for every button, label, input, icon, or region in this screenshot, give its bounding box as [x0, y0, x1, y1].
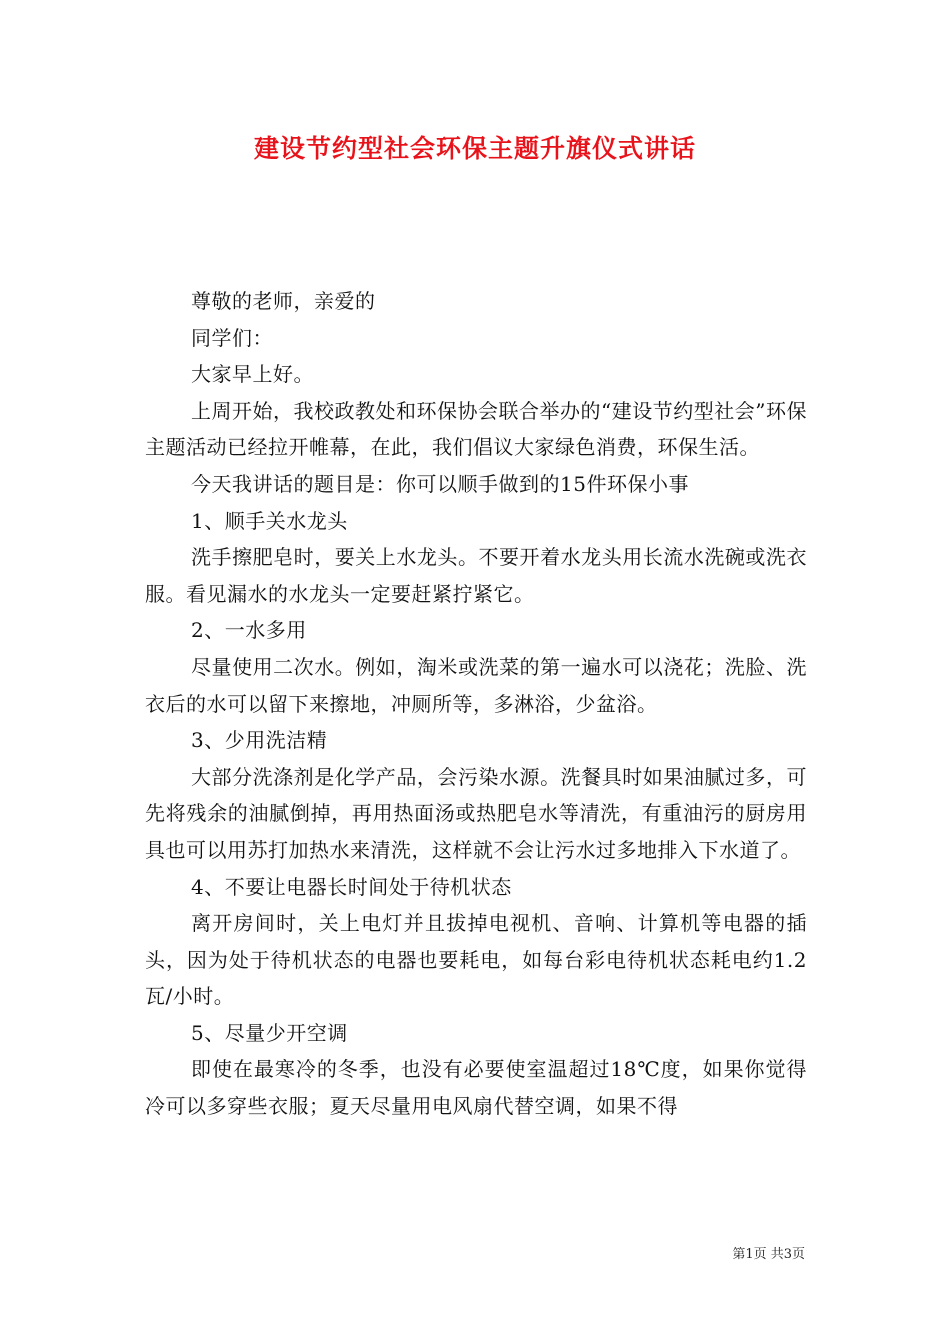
paragraph: 洗手擦肥皂时，要关上水龙头。不要开着水龙头用长流水洗碗或洗衣服。看见漏水的水龙头一定要赶紧拧紧它。: [145, 545, 807, 606]
paragraph: 大部分洗涤剂是化学产品，会污染水源。洗餐具时如果油腻过多，可先将残余的油腻倒掉，再用热面汤或热肥皂水等清洗，有重油污的厨房用具也可以用苏打加热水来清洗，这样就不会让污水过多地排入下水道了。: [145, 764, 807, 862]
paragraph: 大家早上好。: [191, 362, 314, 387]
section-heading: 1、顺手关水龙头: [191, 508, 348, 533]
paragraph: 上周开始，我校政教处和环保协会联合举办的“建设节约型社会”环保主题活动已经拉开帷幕，在此，我们倡议大家绿色消费，环保生活。: [145, 398, 807, 460]
paragraph: 尊敬的老师，亲爱的: [191, 289, 376, 313]
paragraph: 即使在最寒冷的冬季，也没有必要使室温超过18℃度，如果你觉得冷可以多穿些衣服；夏天尽量用电风扇代替空调，如果不得: [145, 1057, 807, 1119]
paragraph: 离开房间时，关上电灯并且拔掉电视机、音响、计算机等电器的插头，因为处于待机状态的电器也要耗电，如每台彩电待机状态耗电约1.2瓦/小时。: [145, 911, 807, 1009]
page-number: 第1页 共3页: [732, 1247, 805, 1262]
section-heading: 3、少用洗洁精: [191, 728, 328, 753]
section-heading: 4、不要让电器长时间处于待机状态: [191, 874, 512, 899]
paragraph: 同学们：: [191, 325, 273, 350]
document-body: [145, 283, 807, 1125]
paragraph: 尽量使用二次水。例如，淘米或洗菜的第一遍水可以浇花；洗脸、洗衣后的水可以留下来擦地，冲厕所等，多淋浴，少盆浴。: [145, 654, 807, 716]
paragraph: 今天我讲话的题目是：你可以顺手做到的15件环保小事: [191, 471, 689, 496]
section-heading: 2、一水多用: [191, 618, 307, 643]
section-heading: 5、尽量少开空调: [191, 1020, 348, 1045]
document-title: 建设节约型社会环保主题升旗仪式讲话: [253, 134, 696, 163]
